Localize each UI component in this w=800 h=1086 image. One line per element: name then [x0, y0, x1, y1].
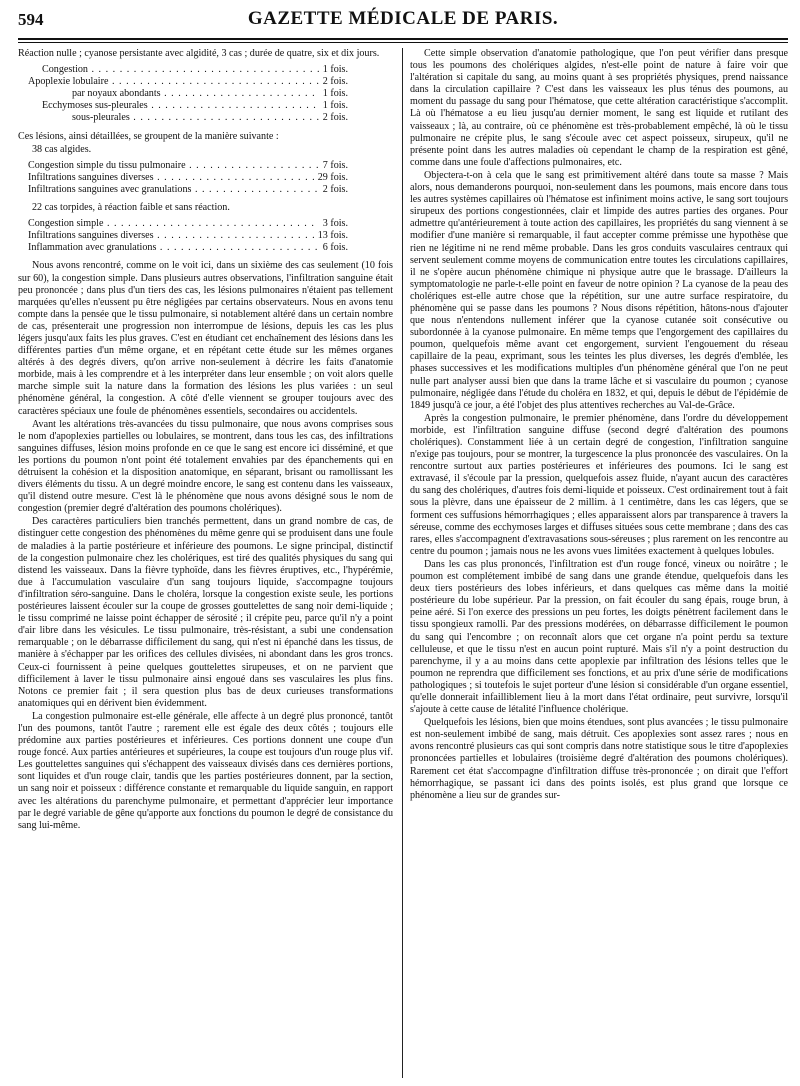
paragraph: Avant les altérations très-avancées du tissu pulmonaire, que nous avons comprises sous le nom d'apoplexies partielles ou lobulaires, se montrent, dans tous les cas, des infiltrations sanguines diffuses, lésion moins profonde en ce que le sang est encore ici disséminé, et que les portions du poumon n'ont point été totalement envahies par des épanchements qui en détruisent la cohésion et la disposition anatomique, en séparant, brisant ou ramollissant les divers éléments du tissu. A un degré moindre encore, le sang est contenu dans les vaisseaux, qu'il distend outre mesure. C'est là le phénomène que nous avons désigné sous le nom de congestion (premier degré d'altération des poumons cholériques).: [18, 418, 393, 515]
table-row: Ecchymoses sus-pleurales . . . 1 fois.: [28, 100, 348, 112]
right-column: [410, 48, 788, 1078]
article-columns: [18, 48, 788, 1078]
paragraph: Nous avons rencontré, comme on le voit ici, dans un sixième des cas seulement (10 fois sur 60), la congestion simple. Dans plusieurs autres observations, l'infiltration sanguine était peu prononcée ; dans plus d'un tiers des cas, les lésions pulmonaires n'étaient pas tellement marquées qu'elles n'eussent pu être négligées par certains observateurs. Nous en avons tenu compte dans la pensée que le tissu pulmonaire, si notablement altéré dans un certain nombre de cas, présenterait une progression non interrompue de lésions, depuis les cas les plus légers jusqu'aux faits les plus graves. C'est en étudiant cet enchaînement des lésions dans les différentes parties d'un même organe, et en répétant cette étude sur les mêmes organes altérés à des degrés divers, qu'on arrive non-seulement à décrire les faits d'anatomie morbide, mais à les comprendre et à les interpréter dans leur ensemble ; on voit alors quelle marche simple suit la nature dans la formation des lésions les plus variées : un seul phénomène général, la congestion. A côté d'elle viennent se grouper toujours avec des caractères spéciaux une foule de phénomènes essentiels, secondaires ou accidentels.: [18, 260, 393, 417]
torpid-heading: 22 cas torpides, à réaction faible et sans réaction.: [32, 202, 230, 214]
lesion-table-3: [28, 218, 348, 254]
table-row: Infiltrations sanguines diverses . . . 13 fois.: [28, 230, 348, 242]
lesion-table-2: [28, 160, 348, 196]
paragraph: Après la congestion pulmonaire, le premier phénomène, dans l'ordre du développement morbide, est l'infiltration sanguine diffuse (second degré d'altération des poumons cholériques). Constamment liée à un certain degré de congestion, l'infiltration sanguine n'exige pas toujours, pour se montrer, la turgescence la plus prononcée des vasculaires. On la rencontre surtout aux parties postérieures et inférieures des poumons. Ici le sang est extravasé, il s'écoule par la pression, quelquefois assez fluide, n'ayant aucun des caractères du sang des cholériques, d'autres fois demi-liquide et poisseux. C'est ordinairement tout à fait sous la plèvre, dans une épaisseur de 2 millim. à 1 centimètre, dans les cas légers, que se forment ces suffusions hémorrhagiques ; elles apparaissent alors par transparence à travers la séreuse, comme des ecchymoses larges et diffuses situées sous cette membrane ; dans des cas rares, elles s'accompagnent d'extravasations sous-séreuses ; plus rarement on les rencontre au centre du poumon ; jamais nous ne les avons vues limitées exactement à quelques lobules.: [410, 412, 788, 557]
column-divider: [402, 48, 403, 1078]
paragraph: Quelquefois les lésions, bien que moins étendues, sont plus avancées ; le tissu pulmonaire est non-seulement imbibé de sang, mais détruit. Ces apoplexies sont assez rares ; nous en avons rencontré plusieurs cas qui sont compris dans notre statistique sous le titre d'apoplexies prononcées partielles et lobulaires (troisième degré d'altération des poumons cholériques). Rarement cet état s'accompagne d'infiltration diffuse très-prononcée ; on dirait que l'effort hémorrhagique, se passant ici dans des points isolés, est plus grand que lorsque ce phénomène a lieu sur de grandes sur-: [410, 717, 788, 801]
table-row: sous-pleurales . . . 2 fois.: [28, 112, 348, 124]
page-number: 594: [18, 10, 44, 29]
reaction-intro: Réaction nulle ; cyanose persistante avec algidité, 3 cas ; durée de quatre, six et dix jours.: [18, 48, 380, 59]
left-column: [18, 48, 393, 1078]
table-row: Infiltrations sanguines avec granulations . . . 2 fois.: [28, 184, 348, 196]
newspaper-page: [18, 8, 788, 1078]
table-row: Inflammation avec granulations . . . 6 fois.: [28, 242, 348, 254]
page-header: [18, 8, 788, 34]
table-row: Congestion simple du tissu pulmonaire . . . 7 fois.: [28, 160, 348, 172]
algid-heading: 38 cas algides.: [32, 143, 92, 155]
table-row: Congestion . . . 1 fois.: [28, 64, 348, 76]
paragraph: Des caractères particuliers bien tranchés permettent, dans un grand nombre de cas, de distinguer cette congestion des phénomènes du même genre qui se produisent dans une foule de maladies à la partie postérieure et inférieure des poumons. Le signe principal, distinctif de la congestion pulmonaire chez les cholériques, est tiré des qualités physiques du sang qui distend les vaisseaux. Dans la fièvre typhoïde, dans les fièvres éruptives, etc., l'hypérémie, due à l'accumulation vasculaire d'un sang toujours liquide, s'accompagne toujours d'infiltration séro-sanguine. Dans le choléra, lorsque la congestion existe seule, les portions postérieures laissent écouler sur la coupe de grosses gouttelettes de sang noir demi-liquide ; le tissu comprimé ne laisse point échapper de sérosité ; il crépite peu, parce qu'il n'y a point d'air libre dans les vésicules. Le tissu pulmonaire, très-résistant, a subi une condensation remarquable ; on le débarrasse difficilement du sang, qui n'est ni épanché dans les tissus, de manière à s'échapper par les orifices des cellules divisées, ni abondant dans les gros troncs. Ceux-ci fournissent à peine quelques gouttelettes sirupeuses, et on ne parvient que difficilement à laver le tissu pulmonaire ainsi engoué dans ses vasculaires les plus fins. Notons ce premier fait ; il sera question plus bas de deux curieuses transformations anatomiques qui en dérivent bien évidemment.: [18, 516, 393, 709]
paragraph: La congestion pulmonaire est-elle générale, elle affecte à un degré plus prononcé, tantôt l'un des poumons, tantôt l'autre ; rarement elle est égale des deux côtés ; toujours elle prédomine aux parties postérieures et inférieures. Ces portions donnent une coupe d'un rouge foncé. Aux parties antérieures et supérieures, la coupe est toujours d'un rouge plus vif. Les gouttelettes sanguines qui s'échappent des vaisseaux divisés dans ces dernières portions, sont liquides et d'un rouge clair, tandis que les parties postérieures donnent, par la section, un sang noir et poisseux : différence constante et remarquable du liquide sanguin, en rapport avec les altérations du parenchyme pulmonaire, et permettant d'apprécier leur importance par le degré variable de gêne qu'apporte aux fonctions du poumon le degré de consistance du sang lui-même.: [18, 710, 393, 831]
table-row: Infiltrations sanguines diverses . . . 29 fois.: [28, 172, 348, 184]
table-row: par noyaux abondants . . . 1 fois.: [28, 88, 348, 100]
journal-title: GAZETTE MÉDICALE DE PARIS.: [247, 8, 559, 29]
grouping-line: Ces lésions, ainsi détaillées, se groupent de la manière suivante :: [18, 130, 279, 142]
table-row: Apoplexie lobulaire . . . 2 fois.: [28, 76, 348, 88]
header-rule-thin: [18, 42, 788, 43]
header-rule: [18, 38, 788, 40]
lesion-table-1: [28, 64, 348, 124]
paragraph: Dans les cas plus prononcés, l'infiltration est d'un rouge foncé, vineux ou noirâtre ; le poumon est complétement imbibé de sang dans une grande étendue, quelquefois dans les deux tiers postérieurs des lobes inférieurs, et dans quelques cas même dans la moitié postérieure du lobe supérieur. Par la pression, on fait écouler du sang épais, rouge brun, à peine aéré. Si l'on exerce des pressions un peu fortes, les doigts pénètrent facilement dans le tissu spongieux ramolli. Par des pressions modérées, on débarrasse difficilement le poumon du sang qui l'encombre ; on reconnaît alors que cet organe n'a point perdu sa texture celluleuse, et que le tissu n'est en aucun point rupturé. Mais s'il n'y a point destruction du parenchyme, il y a au moins dans cette apoplexie par infiltration des lésions telles que le poumon ne reprendra que difficilement ses fonctions, et au prix d'une série de modifications pathologiques ; si toutefois le sujet porteur d'une lésion si considérable d'un organe essentiel, qu'elle donnerait infailliblement lieu à la mort dans l'état ordinaire, peut survivre, lorsqu'il s'ajoute à cette cause de létalité l'influence cholérique.: [410, 558, 788, 716]
paragraph: Cette simple observation d'anatomie pathologique, que l'on peut vérifier dans presque tous les poumons des cholériques algides, n'est-elle point de nature à faire voir que l'altération si capitale du sang, au moins quant à ses propriétés physiques, prend naissance dans la circulation capillaire ? C'est dans les vaisseaux les plus ténus des poumons, au moment du passage du sang pour l'hématose, que cette altération caractéristique s'accomplit. Là où l'hématose a eu lieu jusqu'au dernier moment, le sang est liquide et rutilant des vaisseaux ; là, au contraire, où ce phénomène est très-probablement empêché, là où le tissu pulmonaire ne crépite plus, le sang s'écoule avec cet aspect poisseux, sirupeux, qu'il ne présente point dans les autres maladies où cependant le champ de la respiration est gêné, comme dans une foule d'affections pulmonaires, etc.: [410, 48, 788, 168]
table-row: Congestion simple . . . 3 fois.: [28, 218, 348, 230]
paragraph: Objectera-t-on à cela que le sang est primitivement altéré dans toute sa masse ? Mais alors, nous demanderons pourquoi, non-seulement dans les poumons, mais encore dans tous les autres systèmes capillaires où l'hématose est infiniment moins active, le sang sort toujours sirupeux des portions congestionnées, clair et limpide des autres parties des organes. Pour admettre qu'antérieurement à toute action des capillaires, les propriétés du sang viennent à se modifier d'une manière si remarquable, il faut accepter comme prémisse une hypothèse que rien ne légitime ni ne rend même probable. Dans les gros conduits vasculaires centraux qui servent seulement comme moyens de communication entre toutes les circulations capillaires, il ne s'opère aucun phénomène chimique ni physique autre que le brassage. D'ailleurs la symptomatologie ne parle-t-elle point en faveur de notre opinion ? La cyanose de la peau des cholériques est-elle autre chose que la répétition, sur une autre surface respiratoire, du phénomène qui se passe dans les poumons ? Nous disons répétition, hâtons-nous d'ajouter que nous n'entendons nullement inférer que la cyanose cutanée soit consécutive ou subordonnée à la cyanose pulmonaire. En même temps que l'engorgement des capillaires du poumon, quelquefois même avant cet engorgement, survient l'engouement du réseau capillaire de la peau, exprimant, sous les teintes les plus diverses, les degrés d'emblée, les phases successives et les modifications multiples d'un phénomène général que l'on ne peut nulle part analyser aussi bien que dans la trame lâche et si vasculaire du poumon ; cyanose pulmonaire, négligée dans l'étude du choléra en 1832, et qui, depuis le début de l'épidémie de 1849 jusqu'à ce jour, a été l'objet des plus attentives recherches au Val-de-Grâce.: [410, 169, 788, 411]
